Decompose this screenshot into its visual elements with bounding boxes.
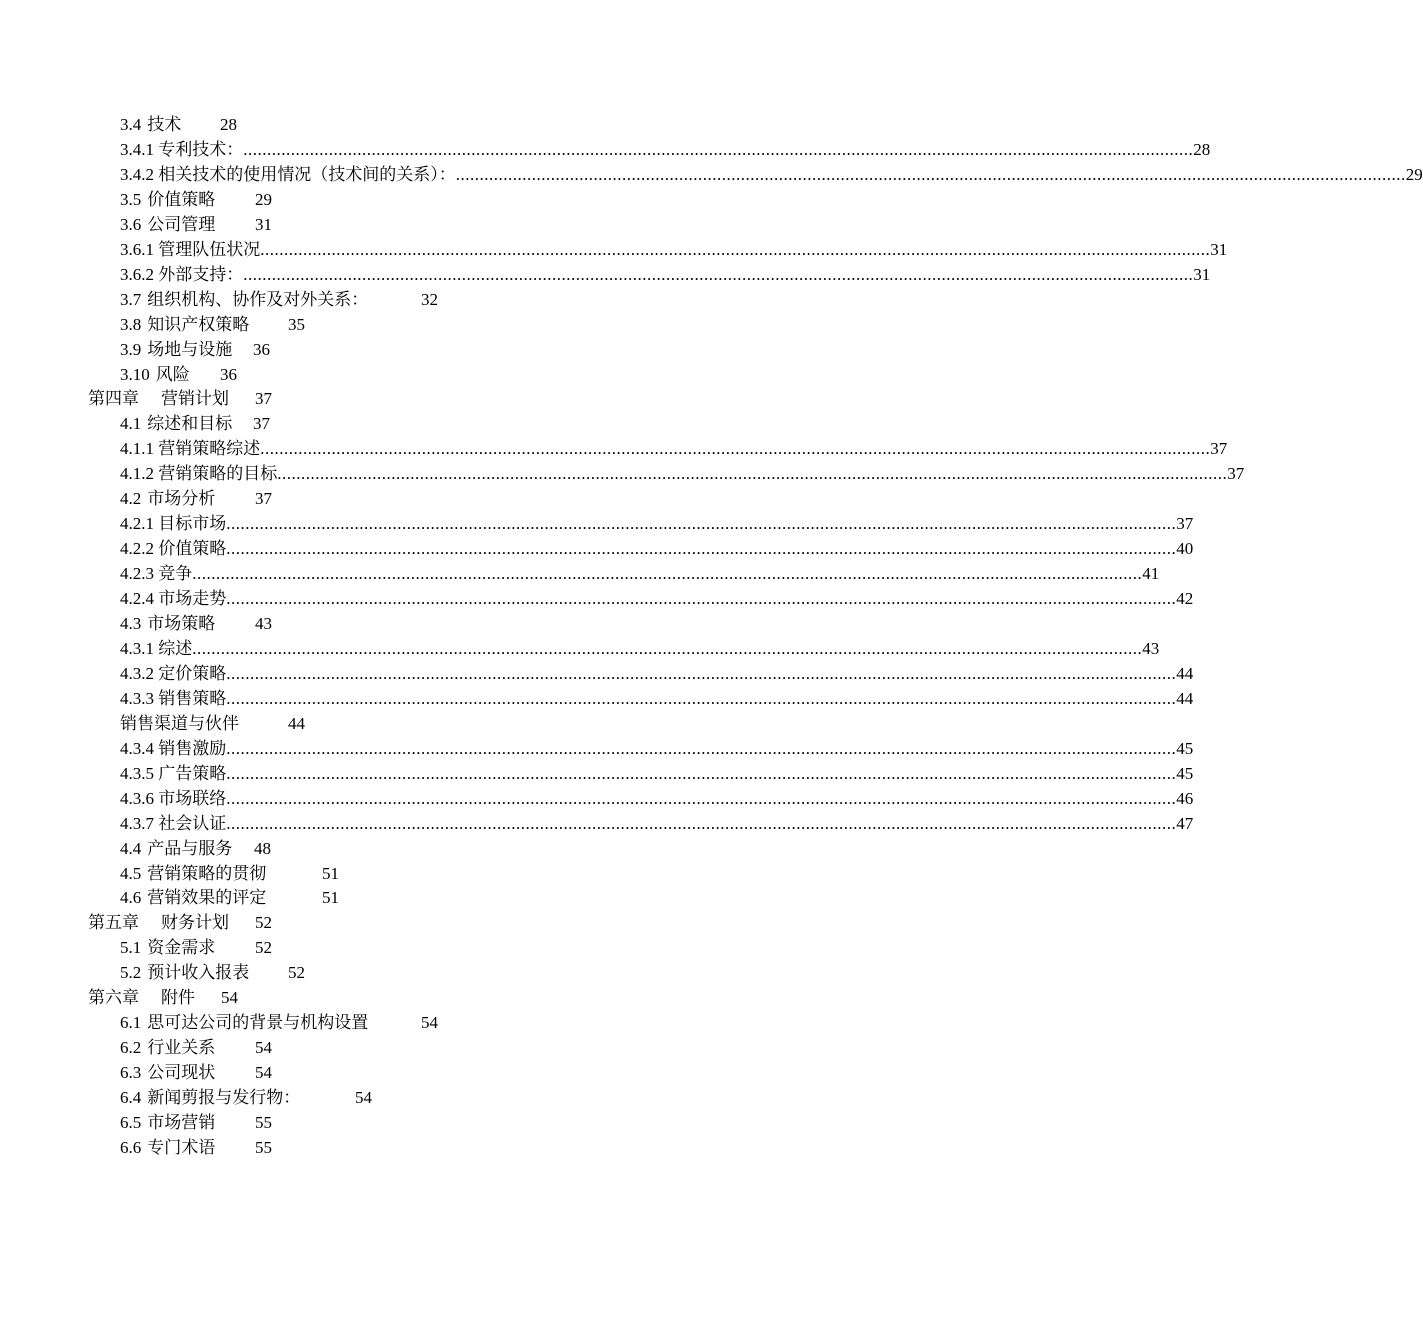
dot-leader: ........................................................................................................................................................................................................: [226, 763, 1177, 783]
dot-leader: ........................................................................................................................................................................................................: [192, 638, 1143, 658]
toc-page-number: 43: [1142, 636, 1159, 661]
section-number: 3.9: [120, 339, 142, 359]
toc-entry[interactable]: [0, 162, 1423, 187]
toc-entry[interactable]: [0, 786, 1194, 811]
toc-entry[interactable]: [0, 1010, 950, 1035]
section-number: 6.2: [120, 1038, 142, 1058]
dot-leader: ........................................................................................................................................................................................................: [192, 564, 1143, 584]
section-number: 3.4: [120, 115, 142, 134]
toc-page-number: 55: [255, 1137, 272, 1157]
section-number: 4.5: [120, 863, 142, 883]
toc-entry[interactable]: [0, 885, 950, 910]
toc-page-number: 54: [355, 1088, 372, 1108]
toc-entry-title: 4.3.6 市场联络: [120, 786, 226, 811]
toc-entry-title: 财务计划: [161, 913, 229, 933]
toc-page-number: 36: [220, 364, 237, 384]
toc-entry[interactable]: [0, 312, 950, 337]
toc-page-number: 54: [221, 988, 238, 1008]
toc-page-number: 54: [421, 1013, 438, 1033]
dot-leader: ........................................................................................................................................................................................................: [277, 464, 1228, 484]
toc-entry-title: 3.4.1 专利技术：: [120, 137, 243, 162]
dot-leader: ........................................................................................................................................................................................................: [243, 264, 1194, 284]
toc-entry-title: 技术: [147, 115, 182, 134]
toc-page-number: 31: [255, 214, 272, 234]
toc-entry-title: 销售渠道与伙伴: [120, 713, 239, 733]
section-number: 4.6: [120, 888, 142, 908]
toc-entry[interactable]: [0, 611, 950, 636]
toc-entry[interactable]: [0, 636, 1160, 661]
toc-page-number: 44: [288, 713, 305, 733]
section-number: 3.6: [120, 214, 142, 234]
toc-page-number: 36: [253, 339, 270, 359]
toc-entry[interactable]: [0, 761, 1194, 786]
section-number: 5.1: [120, 938, 142, 958]
toc-entry-title: 营销策略的贯彻: [147, 863, 267, 883]
chapter-number: 第四章: [88, 389, 139, 409]
section-number: 4.1: [120, 414, 142, 434]
toc-entry-title: 市场策略: [147, 614, 216, 633]
toc-entry-title: 3.6.1 管理队伍状况: [120, 237, 260, 262]
toc-entry[interactable]: [0, 1060, 950, 1085]
toc-entry-title: 场地与设施: [147, 339, 233, 359]
section-number: 4.3: [120, 614, 142, 633]
dot-leader: ........................................................................................................................................................................................................: [260, 439, 1211, 459]
toc-page-number: 52: [255, 938, 272, 958]
toc-entry[interactable]: [0, 237, 1228, 262]
toc-page-number: 37: [255, 389, 272, 409]
toc-entry[interactable]: [0, 337, 950, 362]
toc-entry[interactable]: [0, 661, 1194, 686]
toc-page-number: 29: [255, 189, 272, 209]
section-number: 3.7: [120, 289, 142, 309]
toc-page-number: 42: [1176, 586, 1193, 611]
toc-page-number: 44: [1176, 686, 1193, 711]
toc-entry-title: 4.2.1 目标市场: [120, 511, 226, 536]
toc-entry-title: 新闻剪报与发行物：: [147, 1088, 301, 1108]
toc-entry[interactable]: [0, 536, 1194, 561]
toc-entry-title: 附件: [161, 988, 195, 1008]
toc-entry[interactable]: [0, 935, 950, 960]
toc-entry[interactable]: [0, 960, 950, 985]
section-number: 5.2: [120, 963, 142, 983]
toc-entry[interactable]: [0, 362, 950, 387]
toc-entry[interactable]: [0, 1085, 950, 1110]
chapter-number: 第六章: [88, 988, 139, 1008]
dot-leader: ........................................................................................................................................................................................................: [226, 688, 1177, 708]
toc-page-number: 35: [288, 314, 305, 334]
toc-page-number: 44: [1176, 661, 1193, 686]
toc-page-number: 32: [421, 289, 438, 309]
toc-entry[interactable]: [0, 137, 1211, 162]
toc-entry[interactable]: [0, 836, 950, 861]
toc-entry-title: 市场营销: [147, 1113, 216, 1132]
toc-entry[interactable]: [0, 1035, 950, 1060]
toc-page-number: 31: [1210, 237, 1227, 262]
toc-page-number: 48: [254, 838, 271, 858]
toc-entry-title: 公司管理: [147, 214, 216, 234]
toc-entry-title: 4.1.2 营销策略的目标: [120, 461, 277, 486]
toc-entry-title: 4.3.5 广告策略: [120, 761, 226, 786]
toc-page-number: 37: [1176, 511, 1193, 536]
section-number: 6.6: [120, 1137, 142, 1157]
toc-page-number: 28: [220, 115, 237, 134]
toc-entry-title: 4.3.4 销售激励: [120, 736, 226, 761]
toc-entry[interactable]: [0, 711, 950, 736]
toc-entry-title: 价值策略: [147, 189, 216, 209]
toc-entry-title: 预计收入报表: [147, 963, 250, 983]
toc-entry[interactable]: [0, 436, 1228, 461]
toc-entry[interactable]: [0, 1135, 950, 1160]
dot-leader: ........................................................................................................................................................................................................: [226, 514, 1177, 534]
toc-entry-title: 资金需求: [147, 938, 216, 958]
toc-page-number: 28: [1193, 137, 1210, 162]
toc-entry[interactable]: [0, 287, 950, 312]
dot-leader: ........................................................................................................................................................................................................: [455, 164, 1406, 184]
toc-entry[interactable]: [0, 262, 1211, 287]
toc-chapter[interactable]: [0, 985, 950, 1010]
dot-leader: ........................................................................................................................................................................................................: [226, 788, 1177, 808]
toc-entry[interactable]: [0, 511, 1194, 536]
toc-page-number: 54: [255, 1063, 272, 1083]
toc-page-number: 54: [255, 1038, 272, 1058]
toc-entry-title: 4.2.2 价值策略: [120, 536, 226, 561]
toc-entry-title: 行业关系: [147, 1038, 216, 1058]
toc-entry-title: 4.1.1 营销策略综述: [120, 436, 260, 461]
toc-entry-title: 知识产权策略: [147, 314, 250, 334]
toc-page-number: 37: [1227, 461, 1244, 486]
toc-entry[interactable]: [0, 486, 950, 511]
toc-entry-title: 产品与服务: [147, 838, 233, 858]
toc-entry-title: 营销效果的评定: [147, 888, 267, 908]
toc-page-number: 51: [322, 863, 339, 883]
toc-page-number: 46: [1176, 786, 1193, 811]
toc-entry-title: 4.2.3 竞争: [120, 561, 192, 586]
toc-page-number: 47: [1176, 811, 1193, 836]
section-number: 3.5: [120, 189, 142, 209]
toc-page-number: 55: [255, 1113, 272, 1132]
toc-entry-title: 3.4.2 相关技术的使用情况（技术间的关系）：: [120, 162, 456, 187]
section-number: 6.3: [120, 1063, 142, 1083]
toc-entry-title: 4.3.3 销售策略: [120, 686, 226, 711]
toc-page-number: 51: [322, 888, 339, 908]
toc-entry-title: 3.6.2 外部支持：: [120, 262, 243, 287]
toc-entry[interactable]: [0, 561, 1160, 586]
toc-entry[interactable]: [0, 212, 950, 237]
toc-entry-title: 4.3.2 定价策略: [120, 661, 226, 686]
toc-page-number: 37: [253, 414, 270, 434]
toc-page-number: 52: [288, 963, 305, 983]
toc-entry-title: 4.3.1 综述: [120, 636, 192, 661]
toc-entry[interactable]: [0, 811, 1194, 836]
dot-leader: ........................................................................................................................................................................................................: [226, 663, 1177, 683]
dot-leader: ........................................................................................................................................................................................................: [226, 813, 1177, 833]
section-number: 3.8: [120, 314, 142, 334]
toc-entry[interactable]: [0, 1110, 950, 1135]
toc-page-number: 45: [1176, 736, 1193, 761]
toc-page-number: 29: [1406, 162, 1423, 187]
toc-entry-title: 综述和目标: [147, 414, 233, 434]
toc-entry-title: 思可达公司的背景与机构设置: [147, 1013, 369, 1033]
toc-page-number: 52: [255, 913, 272, 933]
dot-leader: ........................................................................................................................................................................................................: [243, 139, 1194, 159]
dot-leader: ........................................................................................................................................................................................................: [226, 589, 1177, 609]
toc-page-number: 37: [255, 489, 272, 509]
toc-page-number: 40: [1176, 536, 1193, 561]
toc-page-number: 45: [1176, 761, 1193, 786]
toc-entry[interactable]: [0, 686, 1194, 711]
toc-entry[interactable]: [0, 586, 1194, 611]
toc-page-number: 31: [1193, 262, 1210, 287]
toc-page-number: 41: [1142, 561, 1159, 586]
chapter-number: 第五章: [88, 913, 139, 933]
toc-entry[interactable]: [0, 112, 950, 137]
section-number: 3.10: [120, 364, 150, 384]
toc-entry-title: 4.2.4 市场走势: [120, 586, 226, 611]
toc-entry-title: 组织机构、协作及对外关系：: [147, 289, 369, 309]
toc-entry-title: 专门术语: [147, 1137, 216, 1157]
toc-entry[interactable]: [0, 187, 950, 212]
toc-chapter[interactable]: [0, 910, 950, 935]
toc-entry[interactable]: [0, 411, 950, 436]
section-number: 4.4: [120, 838, 142, 858]
section-number: 6.4: [120, 1088, 142, 1108]
toc-entry-title: 营销计划: [161, 389, 229, 409]
dot-leader: ........................................................................................................................................................................................................: [226, 738, 1177, 758]
toc-chapter[interactable]: [0, 386, 950, 411]
section-number: 6.1: [120, 1013, 142, 1033]
toc-entry[interactable]: [0, 736, 1194, 761]
toc-entry-title: 市场分析: [147, 489, 216, 509]
section-number: 4.2: [120, 489, 142, 509]
toc-page-number: 43: [255, 614, 272, 633]
toc-page-number: 37: [1210, 436, 1227, 461]
toc-entry[interactable]: [0, 461, 1245, 486]
section-number: 6.5: [120, 1113, 142, 1132]
dot-leader: ........................................................................................................................................................................................................: [226, 539, 1177, 559]
dot-leader: ........................................................................................................................................................................................................: [260, 239, 1211, 259]
toc-entry-title: 4.3.7 社会认证: [120, 811, 226, 836]
toc-entry[interactable]: [0, 861, 950, 886]
toc-entry-title: 风险: [155, 364, 190, 384]
toc-entry-title: 公司现状: [147, 1063, 216, 1083]
